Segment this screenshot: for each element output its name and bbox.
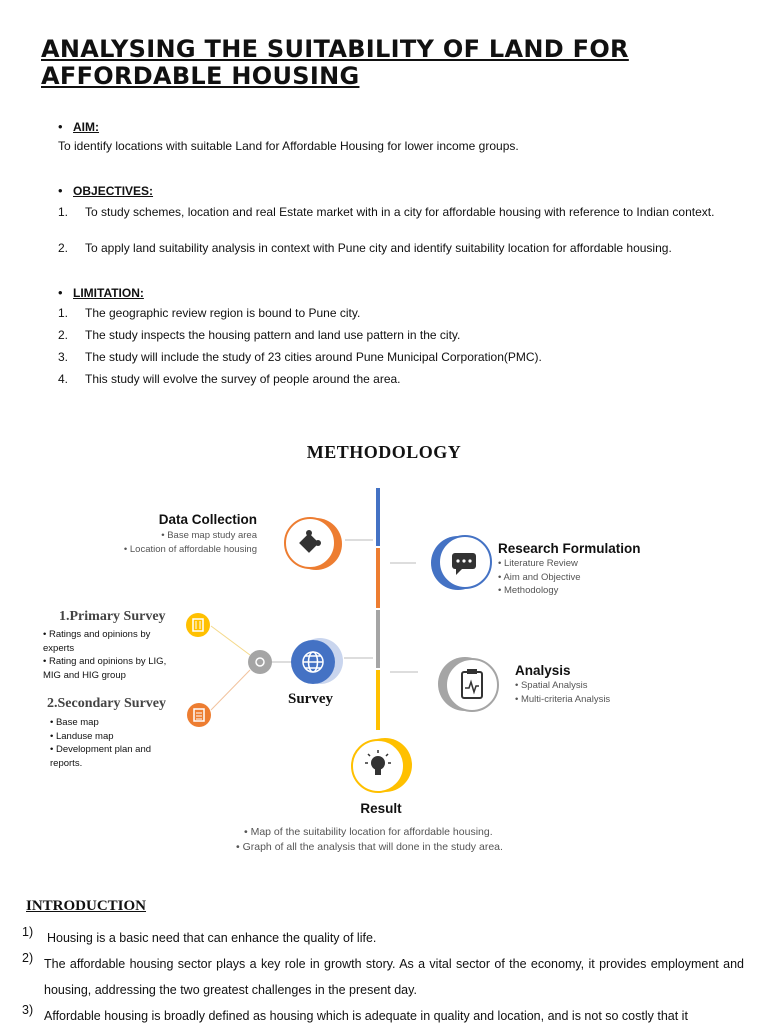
bullet-icon: •: [58, 285, 63, 300]
secondary-survey-icon: [187, 703, 211, 727]
list-number: 3.: [58, 350, 69, 364]
list-number: 1.: [58, 306, 69, 320]
list-item: • Base map study area: [100, 529, 257, 543]
survey-title: Survey: [288, 691, 333, 707]
list-item: • Base map: [50, 716, 170, 730]
list-number: 3): [22, 1003, 34, 1017]
list-item: • Literature Review: [498, 557, 668, 571]
list-item: The geographic review region is bound to Pune city.: [85, 306, 361, 320]
list-item: The study will include the study of 23 cities around Pune Municipal Corporation(PMC).: [85, 350, 542, 364]
bullet-icon: •: [58, 183, 63, 198]
list-number: 1): [22, 925, 34, 939]
list-number: 2): [22, 951, 34, 965]
research-block: [498, 541, 668, 598]
introduction-heading: INTRODUCTION: [26, 898, 147, 914]
secondary-survey-list: [50, 716, 170, 770]
list-item: To study schemes, location and real Estate market with in a city for affordable housing with reference to Indian context.: [85, 205, 715, 219]
spine-segment-orange: [376, 548, 380, 608]
list-item: • Map of the suitability location for affordable housing.: [236, 825, 556, 840]
list-item: The study inspects the housing pattern and land use pattern in the city.: [85, 328, 461, 342]
objectives-section: [58, 182, 153, 200]
data-collection-node: [285, 518, 342, 570]
list-item: To apply land suitability analysis in context with Pune city and identify suitability location for affordable housing.: [85, 241, 672, 255]
limitation-section: [58, 284, 144, 302]
list-item: • Landuse map: [50, 730, 170, 744]
list-item: • Location of affordable housing: [100, 543, 257, 557]
list-item: • Multi-criteria Analysis: [515, 693, 675, 707]
research-node: [431, 536, 491, 590]
primary-survey-title: 1.Primary Survey: [59, 609, 166, 624]
list-number: 2.: [58, 241, 69, 255]
list-item: Housing is a basic need that can enhance the quality of life.: [47, 931, 377, 945]
list-number: 4.: [58, 372, 69, 386]
secondary-survey-title: 2.Secondary Survey: [47, 696, 166, 711]
connector-line: [211, 670, 250, 710]
list-number: 1.: [58, 205, 69, 219]
aim-heading: AIM:: [73, 120, 100, 134]
connector-line: [211, 626, 250, 655]
methodology-heading: METHODOLOGY: [306, 442, 462, 462]
result-list: [236, 825, 556, 855]
gear-icon: [248, 650, 272, 674]
list-item: The affordable housing sector plays a key role in growth story. As a vital sector of the economy, it provides employment and housing, addressing the two greatest challenges in the present day.: [44, 957, 744, 997]
aim-section: [58, 118, 99, 136]
research-title: Research Formulation: [498, 541, 641, 556]
analysis-block: [515, 663, 675, 706]
data-collection-block: [100, 512, 257, 556]
data-collection-title: Data Collection: [158, 512, 257, 527]
spine-segment-blue: [376, 488, 380, 546]
bullet-icon: •: [58, 119, 63, 134]
survey-node: [291, 638, 343, 684]
list-item: • Methodology: [498, 584, 668, 598]
analysis-title: Analysis: [515, 663, 571, 678]
list-item: Affordable housing is broadly defined as housing which is adequate in quality and location, and is not so costly that it: [44, 1009, 688, 1023]
list-item: • Spatial Analysis: [515, 679, 675, 693]
list-item: • Ratings and opinions by experts: [43, 628, 183, 655]
objectives-heading: OBJECTIVES:: [73, 184, 154, 198]
list-item: • Aim and Objective: [498, 571, 668, 585]
spine-segment-gray: [376, 610, 380, 668]
document-title: ANALYSING THE SUITABILITY OF LAND FOR AFFORDABLE HOUSING: [41, 35, 629, 90]
result-title: Result: [360, 801, 402, 816]
list-number: 2.: [58, 328, 69, 342]
list-item: • Graph of all the analysis that will done in the study area.: [236, 840, 556, 855]
list-item: • Development plan and reports.: [50, 743, 170, 770]
primary-survey-list: [43, 628, 183, 682]
analysis-node: [438, 657, 498, 711]
spine-segment-yellow: [376, 670, 380, 730]
limitation-heading: LIMITATION:: [73, 286, 144, 300]
aim-text: To identify locations with suitable Land for Affordable Housing for lower income groups.: [58, 139, 519, 153]
result-node: [352, 738, 412, 792]
primary-survey-icon: [186, 613, 210, 637]
list-item: • Rating and opinions by LIG, MIG and HIG group: [43, 655, 183, 682]
list-item: This study will evolve the survey of people around the area.: [85, 372, 401, 386]
